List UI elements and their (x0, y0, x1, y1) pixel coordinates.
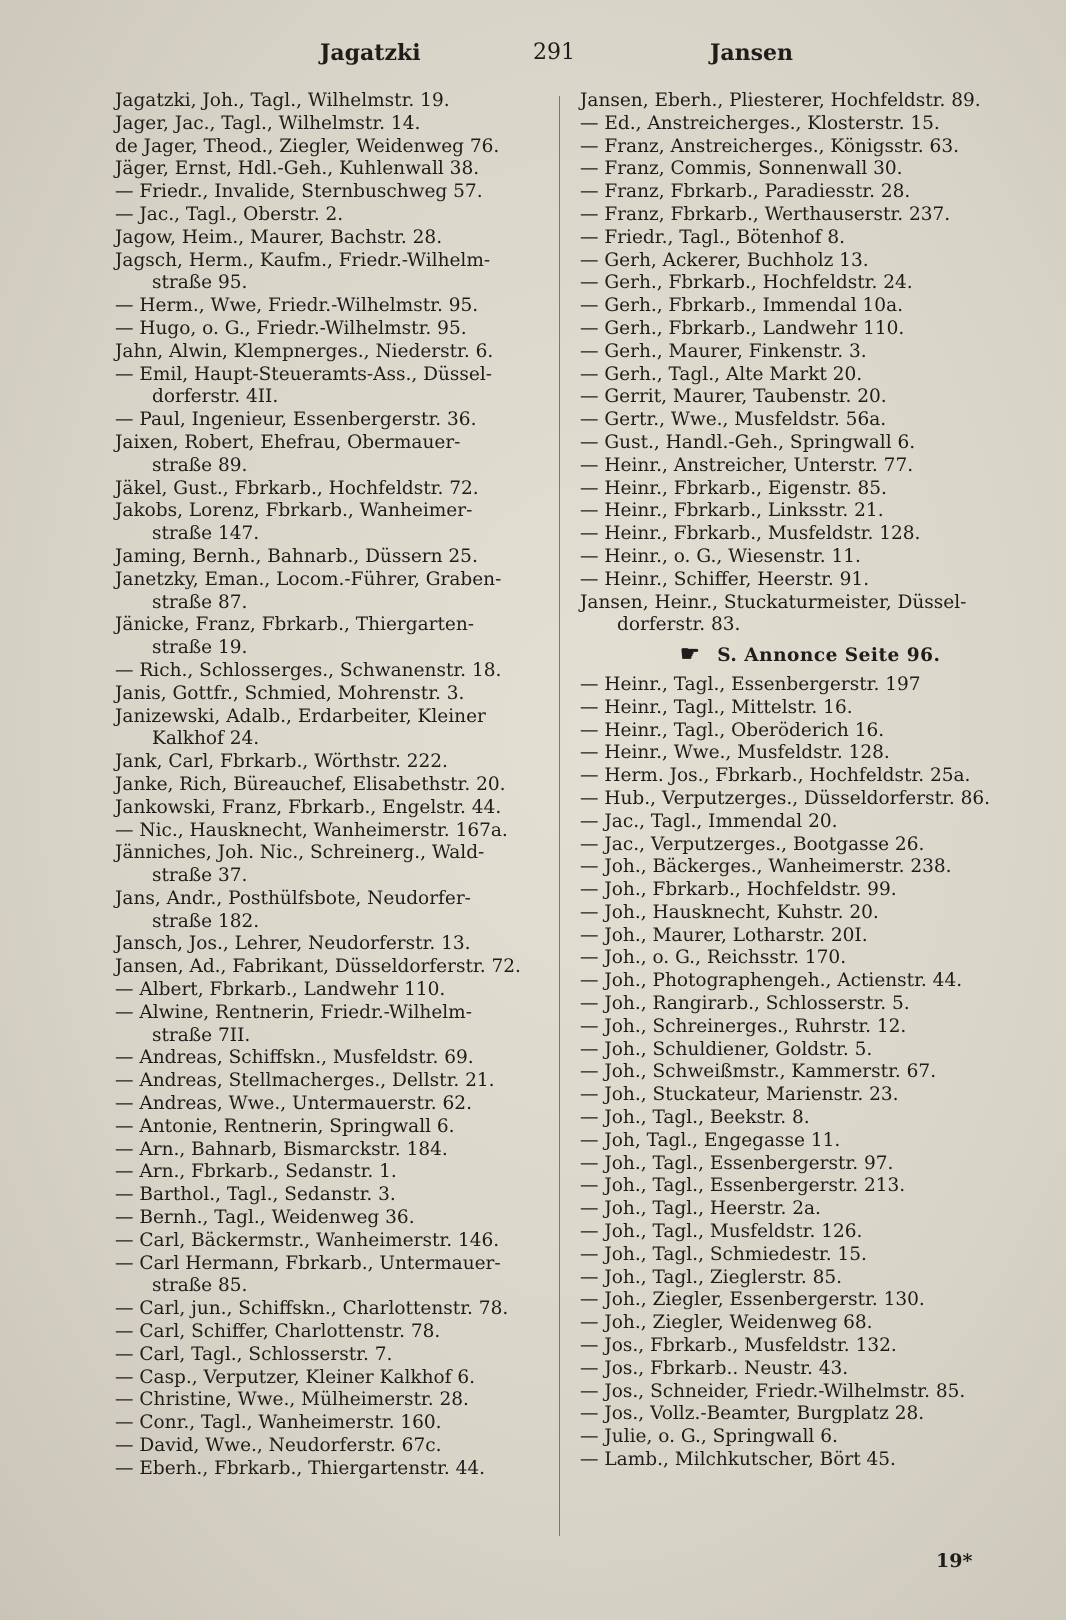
directory-entry: — Heinr., Fbrkarb., Musfeldstr. 128. (580, 523, 921, 545)
directory-entry: — Carl, jun., Schiffskn., Charlottenstr. 78. (115, 1298, 509, 1320)
directory-entry: — Gust., Handl.-Geh., Springwall 6. (580, 431, 916, 453)
directory-entry: — Herm. Jos., Fbrkarb., Hochfeldstr. 25a. (580, 765, 971, 787)
directory-entry: — Franz, Fbrkarb., Werthauserstr. 237. (580, 203, 951, 225)
directory-entry: — Carl, Tagl., Schlosserstr. 7. (115, 1343, 393, 1365)
directory-entry: — Friedr., Invalide, Sternbuschweg 57. (115, 181, 483, 203)
directory-entry: — Alwine, Rentnerin, Friedr.-Wilhelm- (115, 1001, 472, 1023)
directory-entry: straße 37. (152, 865, 248, 887)
directory-entry: Jansch, Jos., Lehrer, Neudorferstr. 13. (115, 933, 471, 955)
directory-entry: — David, Wwe., Neudorferstr. 67c. (115, 1435, 442, 1457)
directory-entry: — Hub., Verputzerges., Düsseldorferstr. 86. (580, 787, 991, 809)
directory-entry: — Joh., Schreinerges., Ruhrstr. 12. (580, 1015, 907, 1037)
directory-entry: Jakobs, Lorenz, Fbrkarb., Wanheimer- (115, 500, 473, 522)
directory-entry: — Gerh., Fbrkarb., Hochfeldstr. 24. (580, 272, 913, 294)
directory-entry: — Jac., Tagl., Immendal 20. (580, 810, 838, 832)
directory-entry: — Joh., Ziegler, Essenbergerstr. 130. (580, 1289, 925, 1311)
directory-entry: — Emil, Haupt-Steueramts-Ass., Düssel- (115, 363, 492, 385)
directory-entry: — Heinr., Tagl., Oberöderich 16. (580, 719, 885, 741)
directory-entry: — Eberh., Fbrkarb., Thiergartenstr. 44. (115, 1457, 486, 1479)
directory-entry: straße 87. (152, 591, 248, 613)
directory-entry: — Rich., Schlosserges., Schwanenstr. 18. (115, 659, 502, 681)
directory-entry: — Heinr., o. G., Wiesenstr. 11. (580, 545, 861, 567)
directory-entry: — Heinr., Tagl., Mittelstr. 16. (580, 696, 853, 718)
directory-entry: Jager, Jac., Tagl., Wilhelmstr. 14. (115, 112, 421, 134)
directory-entry: — Heinr., Wwe., Musfeldstr. 128. (580, 742, 890, 764)
directory-entry: Jagatzki, Joh., Tagl., Wilhelmstr. 19. (115, 90, 450, 111)
directory-entry: Jagsch, Herm., Kaufm., Friedr.-Wilhelm- (115, 249, 491, 271)
directory-entry: straße 182. (152, 910, 260, 932)
pointing-hand-icon: ☛ (680, 641, 701, 668)
directory-entry: — Hugo, o. G., Friedr.-Wilhelmstr. 95. (115, 317, 467, 339)
directory-entry: — Joh., Tagl., Schmiedestr. 15. (580, 1243, 867, 1265)
directory-entry: dorferstr. 83. (617, 614, 741, 636)
directory-entry: — Joh., Schuldiener, Goldstr. 5. (580, 1038, 873, 1060)
directory-entry: — Joh., Photographengeh., Actienstr. 44. (580, 970, 963, 992)
directory-entry: — Heinr., Fbrkarb., Linksstr. 21. (580, 500, 884, 522)
page-number: 291 (533, 40, 575, 65)
right-column (580, 90, 1010, 1472)
directory-entry: de Jager, Theod., Ziegler, Weidenweg 76. (115, 135, 500, 157)
directory-entry: — Heinr., Tagl., Essenbergerstr. 197 (580, 673, 921, 695)
directory-entry: — Bernh., Tagl., Weidenweg 36. (115, 1207, 415, 1229)
directory-entry: — Joh., Tagl., Essenbergerstr. 213. (580, 1175, 906, 1197)
directory-entry: straße 89. (152, 454, 248, 476)
directory-entry: Janis, Gottfr., Schmied, Mohrenstr. 3. (115, 682, 465, 704)
directory-entry: Jaixen, Robert, Ehefrau, Obermauer- (115, 431, 461, 453)
directory-entry: Jansen, Heinr., Stuckaturmeister, Düssel- (580, 591, 967, 613)
directory-entry: — Gerh., Fbrkarb., Landwehr 110. (580, 317, 905, 339)
directory-entry: straße 95. (152, 272, 248, 294)
directory-entry: — Jac., Tagl., Oberstr. 2. (115, 203, 344, 225)
directory-entry: — Franz, Anstreicherges., Königsstr. 63. (580, 135, 959, 157)
directory-entry: — Gertr., Wwe., Musfeldstr. 56a. (580, 409, 887, 431)
directory-entry: — Joh., Bäckerges., Wanheimerstr. 238. (580, 856, 952, 878)
header-left-keyword: Jagatzki (320, 40, 421, 66)
directory-entry: — Jac., Verputzerges., Bootgasse 26. (580, 833, 925, 855)
directory-entry: — Andreas, Wwe., Untermauerstr. 62. (115, 1093, 472, 1115)
directory-entry: — Conr., Tagl., Wanheimerstr. 160. (115, 1412, 442, 1434)
directory-entry: — Joh., o. G., Reichsstr. 170. (580, 947, 847, 969)
directory-entry: — Lamb., Milchkutscher, Bört 45. (580, 1449, 896, 1471)
directory-entry: — Gerh., Fbrkarb., Immendal 10a. (580, 295, 903, 317)
right-column-top (580, 90, 1010, 637)
directory-entry: — Barthol., Tagl., Sedanstr. 3. (115, 1184, 396, 1206)
signature-mark: 19* (936, 1550, 973, 1572)
directory-entry: Jagow, Heim., Maurer, Bachstr. 28. (115, 226, 443, 248)
directory-entry: — Andreas, Schiffskn., Musfeldstr. 69. (115, 1047, 474, 1069)
directory-entry: Jaming, Bernh., Bahnarb., Düssern 25. (115, 545, 478, 567)
directory-entry: Janizewski, Adalb., Erdarbeiter, Kleiner (115, 705, 486, 727)
column-divider (559, 96, 560, 1536)
directory-entry: — Casp., Verputzer, Kleiner Kalkhof 6. (115, 1366, 476, 1388)
directory-entry: — Gerrit, Maurer, Taubenstr. 20. (580, 386, 887, 408)
header-right-keyword: Jansen (710, 40, 794, 66)
directory-entry: — Gerh, Ackerer, Buchholz 13. (580, 249, 869, 271)
directory-entry: — Antonie, Rentnerin, Springwall 6. (115, 1115, 455, 1137)
directory-entry: — Julie, o. G., Springwall 6. (580, 1426, 838, 1448)
directory-entry: — Franz, Fbrkarb., Paradiesstr. 28. (580, 181, 911, 203)
directory-entry: — Joh., Ziegler, Weidenweg 68. (580, 1312, 873, 1334)
directory-entry: — Carl Hermann, Fbrkarb., Untermauer- (115, 1252, 501, 1274)
directory-entry: — Joh., Tagl., Heerstr. 2a. (580, 1198, 821, 1220)
directory-entry: — Joh., Tagl., Essenbergerstr. 97. (580, 1152, 894, 1174)
directory-entry: — Jos., Schneider, Friedr.-Wilhelmstr. 85. (580, 1380, 966, 1402)
directory-entry: — Franz, Commis, Sonnenwall 30. (580, 158, 903, 180)
directory-entry: — Arn., Bahnarb, Bismarckstr. 184. (115, 1138, 448, 1160)
directory-entry: — Paul, Ingenieur, Essenbergerstr. 36. (115, 409, 477, 431)
directory-entry: Jansen, Ad., Fabrikant, Düsseldorferstr. 72. (115, 956, 521, 978)
directory-entry: — Joh., Tagl., Beekstr. 8. (580, 1107, 810, 1129)
directory-entry: Janke, Rich, Büreauchef, Elisabethstr. 20. (115, 773, 506, 795)
directory-entry: — Andreas, Stellmacherges., Dellstr. 21. (115, 1070, 495, 1092)
directory-entry: — Ed., Anstreicherges., Klosterstr. 15. (580, 112, 940, 134)
directory-entry: — Albert, Fbrkarb., Landwehr 110. (115, 979, 446, 1001)
directory-entry: Jänniches, Joh. Nic., Schreinerg., Wald- (115, 842, 485, 864)
directory-entry: Jansen, Eberh., Pliesterer, Hochfeldstr. 89. (580, 90, 981, 111)
directory-entry: — Joh., Tagl., Musfeldstr. 126. (580, 1221, 863, 1243)
directory-entry: — Joh., Hausknecht, Kuhstr. 20. (580, 901, 879, 923)
directory-entry: — Jos., Fbrkarb., Musfeldstr. 132. (580, 1335, 897, 1357)
directory-entry: — Herm., Wwe, Friedr.-Wilhelmstr. 95. (115, 295, 479, 317)
directory-entry: — Gerh., Maurer, Finkenstr. 3. (580, 340, 867, 362)
directory-entry: Jans, Andr., Posthülfsbote, Neudorfer- (115, 887, 471, 909)
directory-entry: — Arn., Fbrkarb., Sedanstr. 1. (115, 1161, 397, 1183)
left-column (115, 90, 555, 1481)
directory-entry: straße 147. (152, 523, 260, 545)
directory-entry: — Jos., Fbrkarb.. Neustr. 43. (580, 1357, 849, 1379)
directory-entry: Jäkel, Gust., Fbrkarb., Hochfeldstr. 72. (115, 477, 479, 499)
directory-entry: — Friedr., Tagl., Bötenhof 8. (580, 226, 846, 248)
directory-entry: Jankowski, Franz, Fbrkarb., Engelstr. 44. (115, 796, 502, 818)
directory-entry: — Joh, Tagl., Engegasse 11. (580, 1129, 841, 1151)
directory-entry: — Gerh., Tagl., Alte Markt 20. (580, 363, 863, 385)
directory-entry: straße 85. (152, 1275, 248, 1297)
directory-entry: Jäger, Ernst, Hdl.-Geh., Kuhlenwall 38. (115, 158, 480, 180)
directory-entry: — Nic., Hausknecht, Wanheimerstr. 167a. (115, 819, 508, 841)
directory-entry: — Jos., Vollz.-Beamter, Burgplatz 28. (580, 1403, 925, 1425)
directory-entry: Jänicke, Franz, Fbrkarb., Thiergarten- (115, 614, 475, 636)
annonce-text: S. Annonce Seite 96. (717, 645, 941, 667)
directory-entry: — Joh., Schweißmstr., Kammerstr. 67. (580, 1061, 937, 1083)
directory-entry: — Christine, Wwe., Mülheimerstr. 28. (115, 1389, 469, 1411)
right-column-bottom (580, 674, 1010, 1472)
directory-entry: — Joh., Rangirarb., Schlosserstr. 5. (580, 993, 910, 1015)
directory-entry: straße 7II. (152, 1024, 251, 1046)
directory-entry: Kalkhof 24. (152, 728, 260, 750)
directory-entry: Jahn, Alwin, Klempnerges., Niederstr. 6. (115, 340, 494, 362)
directory-entry: — Heinr., Anstreicher, Unterstr. 77. (580, 454, 914, 476)
directory-entry: — Heinr., Fbrkarb., Eigenstr. 85. (580, 477, 887, 499)
directory-entry: Janetzky, Eman., Locom.-Führer, Graben- (115, 568, 502, 590)
directory-entry: dorferstr. 4II. (152, 386, 279, 408)
page-header (115, 40, 1000, 74)
directory-entry: — Joh., Maurer, Lotharstr. 20I. (580, 924, 868, 946)
directory-entry: — Carl, Schiffer, Charlottenstr. 78. (115, 1321, 441, 1343)
directory-entry: — Joh., Stuckateur, Marienstr. 23. (580, 1084, 899, 1106)
directory-entry: straße 19. (152, 637, 248, 659)
directory-entry: Jank, Carl, Fbrkarb., Wörthstr. 222. (115, 751, 448, 773)
directory-entry: — Joh., Fbrkarb., Hochfeldstr. 99. (580, 879, 897, 901)
annonce-note (680, 643, 1010, 668)
directory-entry: — Joh., Tagl., Zieglerstr. 85. (580, 1266, 843, 1288)
directory-entry: — Heinr., Schiffer, Heerstr. 91. (580, 568, 870, 590)
directory-entry: — Carl, Bäckermstr., Wanheimerstr. 146. (115, 1229, 500, 1251)
